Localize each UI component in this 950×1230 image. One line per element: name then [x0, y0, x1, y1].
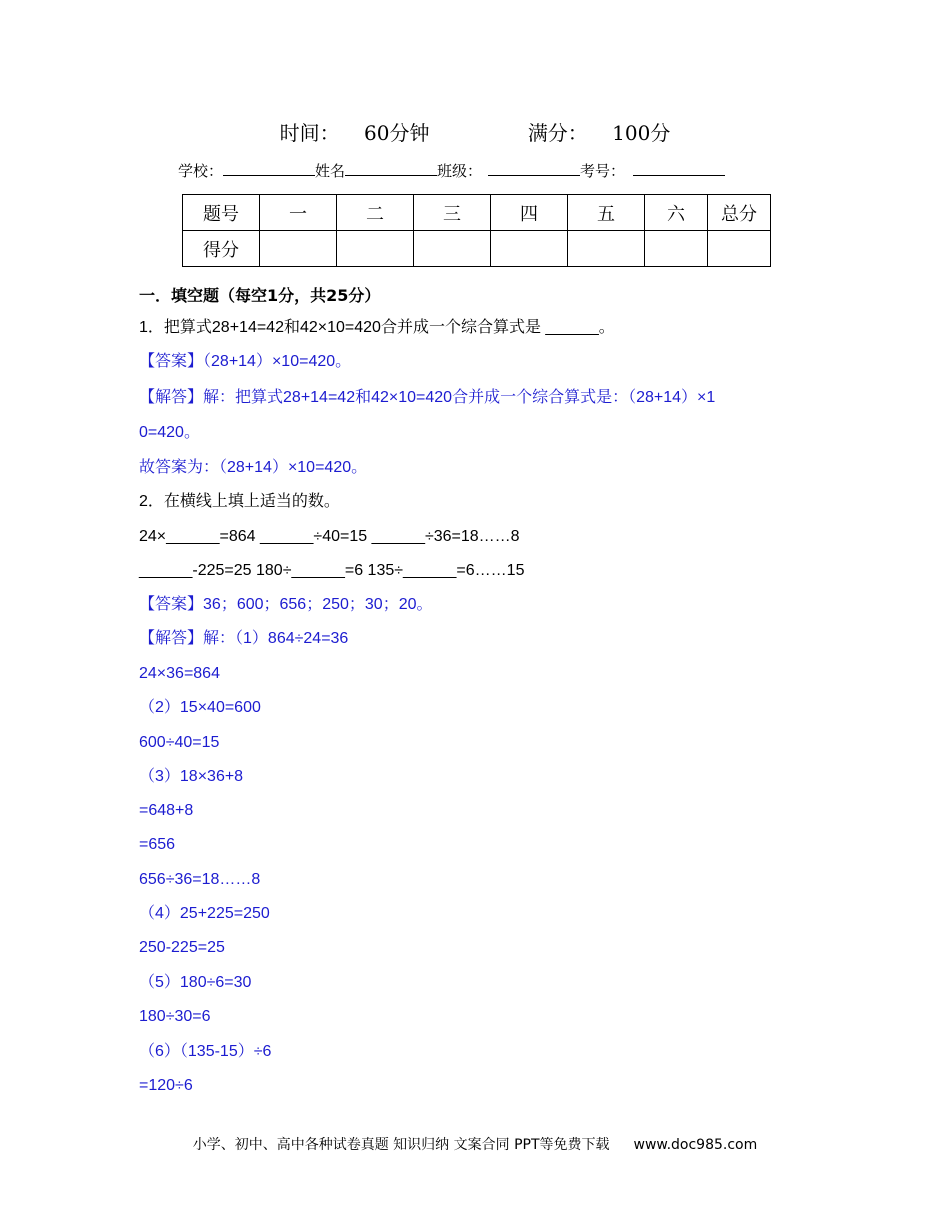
q2-solution-line: 解：（1）864÷24=36 — [203, 630, 349, 647]
score-entry-cell[interactable] — [260, 231, 337, 267]
q2-row2: ______-225=25 180÷______=6 135÷______=6……15 — [139, 562, 525, 579]
q1-final: 故答案为：（28+14）×10=420。 — [139, 459, 368, 476]
score-table-score-row — [183, 231, 771, 267]
score-value: 100分 — [612, 121, 671, 145]
q2-solution-line: =120÷6 — [139, 1077, 193, 1094]
q2-answer-tag: 【答案】 — [139, 596, 204, 613]
q2-solution-line: （3）18×36+8 — [139, 768, 244, 785]
name-label: 姓名 — [315, 162, 346, 180]
q1-text: 1．把算式28+14=42和42×10=420合并成一个综合算式是 ______。 — [139, 319, 615, 336]
q2-solution-line: 656÷36=18……8 — [139, 871, 261, 888]
score-label: 满分： — [527, 121, 588, 145]
q1-answer-text: （28+14）×10=420。 — [203, 353, 352, 370]
q2-solution-first — [139, 629, 348, 649]
q2-answer — [139, 595, 433, 615]
q2-solution-line: 180÷30=6 — [139, 1008, 211, 1025]
q2-solution-line: =648+8 — [139, 802, 194, 819]
score-table-cell: 四 — [491, 195, 568, 231]
q1-solution — [139, 388, 715, 408]
q2-solution-line: （5）180÷6=30 — [139, 974, 252, 991]
page-footer — [0, 1134, 950, 1154]
q2-text: 2．在横线上填上适当的数。 — [139, 493, 340, 510]
score-table-cell: 三 — [414, 195, 491, 231]
score-table-cell: 一 — [260, 195, 337, 231]
q2-row1: 24×______=864 ______÷40=15 ______÷36=18……8 — [139, 528, 520, 545]
score-table — [182, 194, 771, 267]
q2-solution-line: 24×36=864 — [139, 665, 220, 682]
score-entry-cell[interactable] — [491, 231, 568, 267]
score-entry-cell[interactable] — [708, 231, 771, 267]
section1-title: 一．填空题（每空1分，共25分） — [139, 286, 381, 305]
q2-solution-line: =656 — [139, 836, 176, 853]
time-value: 60分钟 — [364, 121, 430, 145]
score-entry-cell[interactable] — [337, 231, 414, 267]
exam-no-blank — [633, 161, 725, 176]
q2-solution-line: （2）15×40=600 — [139, 699, 261, 716]
q2-solution-line: （4）25+225=250 — [139, 905, 270, 922]
score-entry-cell[interactable] — [414, 231, 491, 267]
school-blank — [223, 161, 315, 176]
student-info-line — [178, 160, 725, 181]
q1-solution-line2: 0=420。 — [139, 424, 200, 441]
q2-solution-line: 250-225=25 — [139, 939, 225, 956]
q2-answer-text: 36；600；656；250；30；20。 — [203, 596, 433, 613]
q1-answer — [139, 352, 351, 372]
q1-solution-tag: 【解答】 — [139, 389, 204, 406]
q2-solution-tag: 【解答】 — [139, 630, 204, 647]
q1-answer-tag: 【答案】 — [139, 353, 204, 370]
name-blank — [345, 161, 437, 176]
school-label: 学校： — [178, 162, 224, 180]
score-row-label: 得分 — [183, 231, 260, 267]
footer-text: 小学、初中、高中各种试卷真题 知识归纳 文案合同 PPT等免费下载 — [192, 1137, 610, 1153]
class-label: 班级： — [437, 162, 483, 180]
exam-no-label: 考号： — [580, 162, 626, 180]
score-table-cell: 总分 — [708, 195, 771, 231]
exam-header — [0, 117, 950, 146]
time-label: 时间： — [279, 121, 340, 145]
q2-solution-line: 600÷40=15 — [139, 734, 220, 751]
q1-solution-line1: 解：把算式28+14=42和42×10=420合并成一个综合算式是：（28+14）×1 — [203, 389, 716, 406]
score-table-header-row — [183, 195, 771, 231]
score-entry-cell[interactable] — [568, 231, 645, 267]
score-table-cell: 二 — [337, 195, 414, 231]
score-table-cell: 题号 — [183, 195, 260, 231]
q2-solution-line: （6）（135-15）÷6 — [139, 1043, 272, 1060]
score-table-cell: 六 — [645, 195, 708, 231]
score-table-cell: 五 — [568, 195, 645, 231]
footer-url[interactable]: www.doc985.com — [633, 1137, 758, 1153]
class-blank — [488, 161, 580, 176]
score-entry-cell[interactable] — [645, 231, 708, 267]
